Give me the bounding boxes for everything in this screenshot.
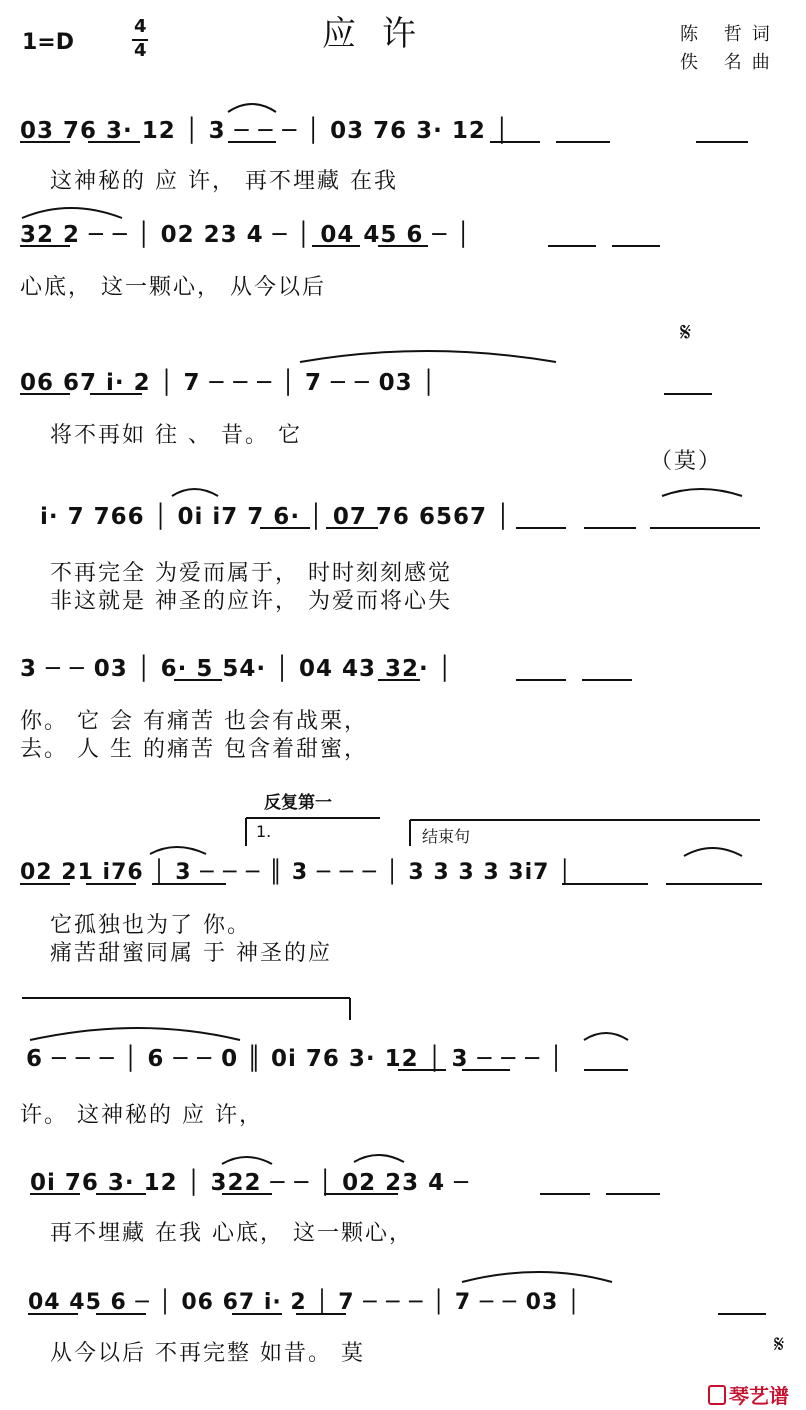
- lyric-line: 它孤独也为了 你。: [50, 913, 251, 938]
- lyric-alt: （莫）: [650, 449, 723, 474]
- composer-credit: 佚 名曲: [680, 52, 780, 73]
- watermark-text: 琴艺谱: [729, 1384, 789, 1408]
- notation-row: 32 2 ─ ─ │ 02 23 4 ─ │ 04 45 6 ─ │: [20, 222, 472, 248]
- lyric-line: 不再完全 为爱而属于， 时时刻刻感觉: [50, 561, 452, 586]
- time-signature-bottom: 4: [134, 40, 147, 61]
- notation-row: 02 21 i76 │ 3 ─ ─ ─ ║ 3 ─ ─ ─ │ 3 3 3 3 3i7 │: [20, 860, 573, 885]
- segno-mark-end: 𝄋: [774, 1330, 785, 1358]
- notation-row: 06 67 i· 2 │ 7 ─ ─ ─ │ 7 ─ ─ 03 │: [20, 370, 437, 396]
- repeat-label: 反复第一: [264, 793, 332, 813]
- time-signature-top: 4: [134, 16, 147, 37]
- key-signature: 1=D: [22, 30, 75, 55]
- notation-row: 0i 76 3· 12 │ 322 ─ ─ │ 02 23 4 ─: [30, 1170, 469, 1196]
- notation-row: 04 45 6 ─ │ 06 67 i· 2 │ 7 ─ ─ ─ │ 7 ─ ─ 03 │: [28, 1290, 582, 1315]
- lyric-line: 许。 这神秘的 应 许，: [20, 1103, 263, 1128]
- lyric-line: 将不再如 往 、 昔。 它: [50, 423, 302, 448]
- lyric-line: 心底， 这一颗心， 从今以后: [20, 275, 326, 300]
- ending-label: 结束句: [422, 827, 471, 846]
- volta-label: 1.: [256, 822, 272, 841]
- lyric-line: 从今以后 不再完整 如昔。 莫: [50, 1341, 365, 1366]
- lyric-line: 你。 它 会 有痛苦 也会有战栗，: [20, 709, 368, 734]
- notation-row: i· 7 766 │ 0i i7 7 6· │ 07 76 6567 │: [40, 504, 511, 530]
- lyric-line: 这神秘的 应 许， 再不埋藏 在我: [50, 169, 398, 194]
- notation-row: 03 76 3· 12 │ 3 ─ ─ ─ │ 03 76 3· 12 │: [20, 118, 510, 144]
- notation-row: 6 ─ ─ ─ │ 6 ─ ─ 0 ║ 0i 76 3· 12 │ 3 ─ ─ ─ │: [26, 1046, 564, 1072]
- page-title: 应许: [322, 14, 442, 54]
- lyricist-credit: 陈 哲词: [680, 24, 780, 45]
- lyric-line: 非这就是 神圣的应许， 为爱而将心失: [50, 589, 452, 614]
- lyric-line: 痛苦甜蜜同属 于 神圣的应: [50, 941, 332, 966]
- notation-row: 3 ─ ─ 03 │ 6· 5 54· │ 04 43 32· │: [20, 656, 453, 682]
- lyric-line: 再不埋藏 在我 心底， 这一颗心，: [50, 1221, 413, 1246]
- lyric-line: 去。 人 生 的痛苦 包含着甜蜜，: [20, 737, 368, 762]
- segno-mark: 𝄋: [680, 318, 692, 348]
